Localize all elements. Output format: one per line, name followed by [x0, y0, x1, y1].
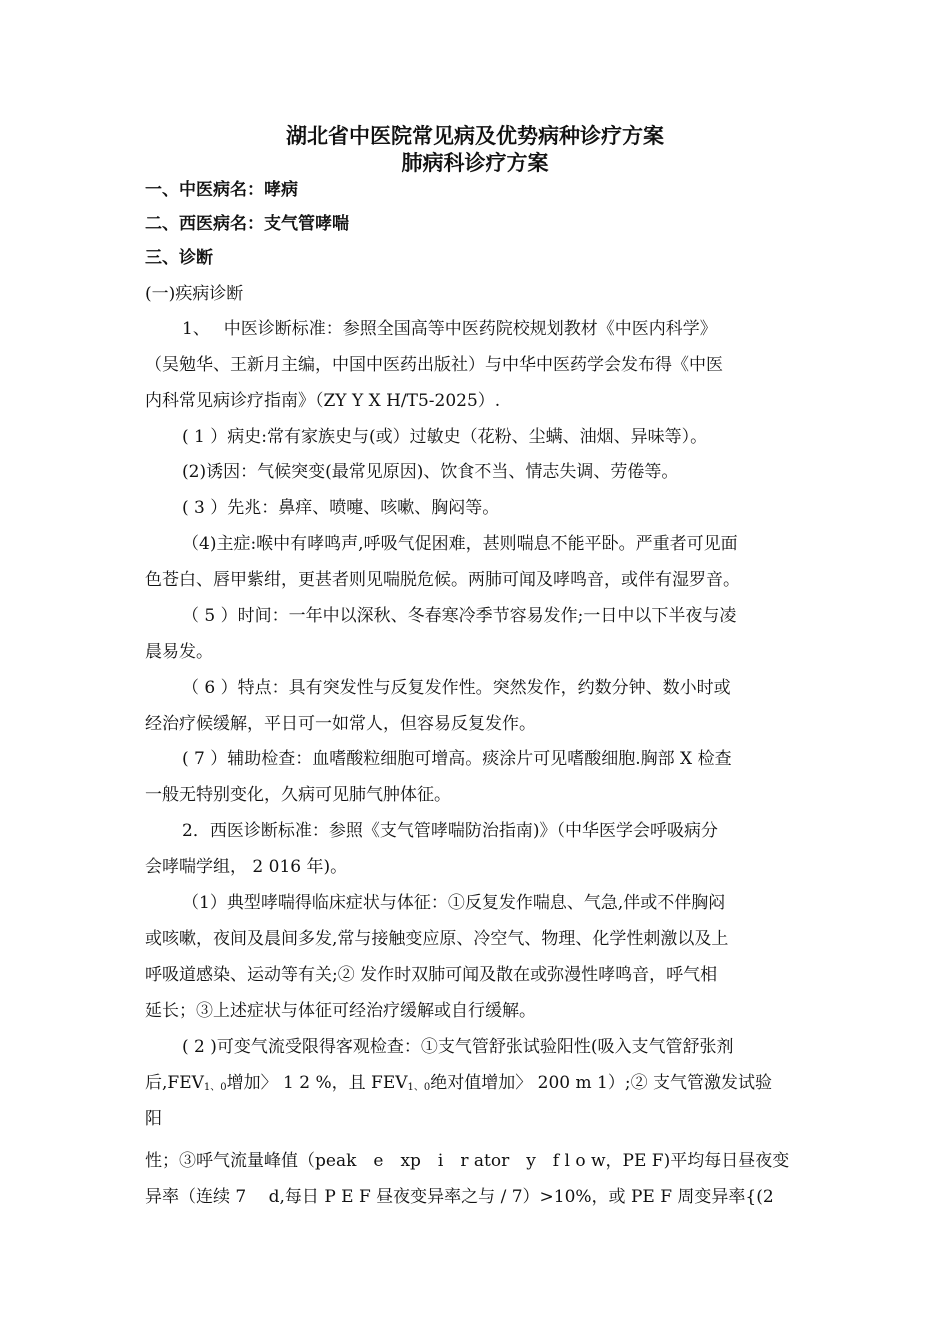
body-line: （1）典型哮喘得临床症状与体征：①反复发作喘息、气急,伴或不伴胸闷	[182, 893, 726, 913]
body-line: ( 3 ）先兆：鼻痒、喷嚏、咳嗽、胸闷等。	[182, 498, 500, 518]
fev-text-c: 绝对值增加〉 200 m 1）;② 支气管激发试验	[430, 1073, 772, 1093]
body-line: 2．西医诊断标准：参照《支气管哮喘防治指南)》（中华医学会呼吸病分	[182, 821, 718, 841]
body-line: 1、 中医诊断标准：参照全国高等中医药院校规划教材《中医内科学》	[182, 319, 717, 339]
body-line: 经治疗候缓解，平日可一如常人，但容易反复发作。	[145, 714, 536, 734]
body-line: 延长；③上述症状与体征可经治疗缓解或自行缓解。	[145, 1001, 536, 1021]
body-line: 性；③呼气流量峰值（peak e xp i r ator y f l o w，PE F)平均每日昼夜变	[145, 1151, 790, 1171]
body-line: ( 7 ）辅助检查：血嗜酸粒细胞可增高。痰涂片可见嗜酸细胞.胸部 X 检查	[182, 749, 732, 769]
body-line: 或咳嗽，夜间及晨间多发,常与接触变应原、冷空气、物理、化学性刺激以及上	[145, 929, 729, 949]
body-line: 阳	[145, 1109, 162, 1129]
body-line: 晨易发。	[145, 642, 213, 662]
document-title: 湖北省中医院常见病及优势病种诊疗方案	[286, 123, 664, 148]
body-line: （4)主症:喉中有哮鸣声,呼吸气促困难，甚则喘息不能平卧。严重者可见面	[182, 534, 738, 554]
fev-text-b: 增加〉 1 2 %，且 FEV	[226, 1073, 408, 1093]
body-line: （ 5 ）时间：一年中以深秋、冬春寒冷季节容易发作;一日中以下半夜与凌	[182, 606, 737, 626]
body-line: ( 1 ）病史:常有家族史与(或）过敏史（花粉、尘螨、油烟、异味等）。	[182, 427, 708, 447]
body-line: 呼吸道感染、运动等有关;② 发作时双肺可闻及散在或弥漫性哮鸣音，呼气相	[145, 965, 718, 985]
body-line: （吴勉华、王新月主编，中国中医药出版社）与中华中医药学会发布得《中医	[145, 355, 723, 375]
heading-diagnosis: 三、诊断	[145, 248, 213, 268]
body-line: (2)诱因：气候突变(最常见原因)、饮食不当、情志失调、劳倦等。	[182, 462, 679, 482]
body-line: 一般无特别变化，久病可见肺气肿体征。	[145, 785, 451, 805]
body-line: （ 6 ）特点：具有突发性与反复发作性。突然发作，约数分钟、数小时或	[182, 678, 731, 698]
body-line: ( 2 )可变气流受限得客观检查：①支气管舒张试验阳性(吸入支气管舒张剂	[182, 1037, 734, 1057]
body-line: 异率（连续 7 d,每日 P E F 昼夜变异率之与 / 7）>10%，或 PE F 周变异率{(2	[145, 1187, 774, 1207]
heading-tcm-disease-name: 一、中医病名：哮病	[145, 180, 298, 200]
body-line: 会哮喘学组， 2 016 年)。	[145, 857, 348, 877]
subheading-disease-diagnosis: (一)疾病诊断	[145, 284, 244, 304]
fev-text-a: 后,FEV	[145, 1073, 204, 1093]
fev-line	[145, 1072, 772, 1094]
heading-western-disease-name: 二、西医病名：支气管哮喘	[145, 214, 349, 234]
fev-subscript: 1、0	[407, 1082, 431, 1093]
document-subtitle: 肺病科诊疗方案	[401, 150, 549, 175]
body-line: 内科常见病诊疗指南》（ZY Y X H/T5-2025）.	[145, 391, 501, 411]
fev-subscript: 1、0	[203, 1082, 227, 1093]
body-line: 色苍白、唇甲紫绀，更甚者则见喘脱危候。两肺可闻及哮鸣音，或伴有湿罗音。	[145, 570, 740, 590]
